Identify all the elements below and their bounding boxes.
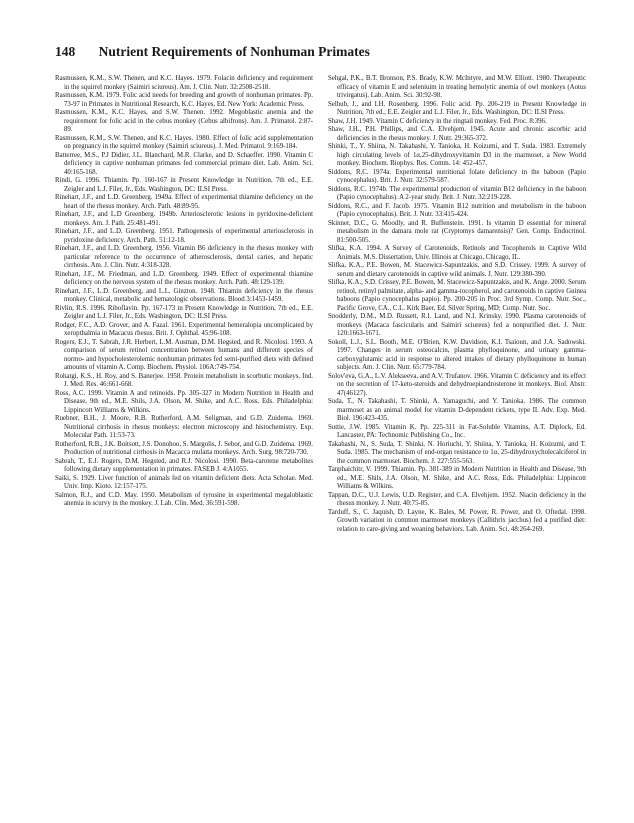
reference-entry: Rinehart, J.F., and L.D. Greenberg. 1956. Vitamin B6 deficiency in the rhesus monkey with particular reference to the occurrence of atherosclerosis, dental caries, and hepatic cirrhosis. Am. J. Clin. Nutr. 4:318-328. <box>55 245 313 269</box>
running-title: Nutrient Requirements of Nonhuman Primates <box>98 44 370 59</box>
reference-entry: Rinehart, J.F., and L.D. Greenberg. 1951. Pathogenesis of experimental arteriosclerosis in pyridoxine deficiency. Arch. Path. 51:12-18. <box>55 228 313 244</box>
reference-entry: Rinehart, J.F., L.D. Greenberg, and L.L. Ginzton. 1948. Thiamin deficiency in the rhesus monkey. Clinical, metabolic and hematologic observations. Blood 3:1453-1459. <box>55 287 313 303</box>
reference-entry: Tanphaichitr, V. 1999. Thiamin. Pp. 381-389 in Modern Nutrition in Health and Disease, 9th ed., M.E. Shils, J.A. Olson, M. Shike, and A.C. Ross, Eds. Philadelphia: Lippincott Williams & Wilkins. <box>328 466 586 490</box>
reference-entry: Rinehart, J.F., M. Friedman, and L.D. Greenberg. 1949. Effect of experimental thiamine deficiency on the nervous system of the rhesus monkey. Arch. Path. 48:129-139. <box>55 270 313 286</box>
reference-entry: Slifka, K.A., S.D. Crissey, P.E. Bowen, M. Stacewicz-Sapuntzakis, and K. Ange. 2000. Serum retinol, retinyl palmitate, alpha- and gamma-tocopherol, and carotenoids in captive Guinea baboons (Papio cynocephalus papio). Pp. 200-205 in Proc. 3rd Symp. Comp. Nutr. Soc., Pacific Grove, CA., C.L. Kirk Baer, Ed. Silver Spring, MD: Comp. Nutr. Soc. <box>328 279 586 312</box>
reference-entry: Sehgal, P.K., B.T. Bronson, P.S. Brady, K.W. McIntyre, and M.W. Elliott. 1980. Therapeutic efficacy of vitamin E and seleniuim in treating hemolytic anemia of owl monkeys (Aotus trivirgatus). Lab. Anim. Sci. 30:92-98. <box>328 75 586 99</box>
running-header <box>55 44 585 64</box>
reference-entry: Suda, T., N. Takahashi, T. Shinki, A. Yamaguchi, and Y. Tanioka. 1986. The common marmoset as an animal model for vitamin D-dependent rickets, type II. Adv. Exp. Med. Biol. 196:423-435. <box>328 398 586 422</box>
reference-entry: Batterree, M.S., P.J Didier, J.L. Blanchard, M.R. Clarke, and D. Schaeffer. 1990. Vitamin C deficiency in captive nonhuman primates fed commercial primate diet. Lab. Anim. Sci. 40:165-168. <box>55 151 313 176</box>
reference-entry: Skinner, D.C., G. Moodly, and R. Buffenstein. 1991. Is vitamin D essential for mineral metabolism in the damara mole rat (Cryptomys damarensis)? Gen. Comp. Endocrinol. 81:500-505. <box>328 219 586 244</box>
reference-entry: Ross, A.C. 1999. Vitamin A and retinoids. Pp. 305-327 in Modern Nutrition in Health and Disease, 9th ed., M.E. Shils, J.A. Olson, M. Shike, and A.C. Ross, Eds. Philadelphia: Lippincott Williams & Wilkins. <box>55 389 313 414</box>
reference-entry: Rindi, G. 1996. Thiamin. Pp. 160-167 in Present Knowledge in Nutrition, 7th ed., E.E. Zeigler and L.J. Filer, Jr., Eds. Washington, DC: ILSI Press. <box>55 177 313 193</box>
reference-entry: Slifka, K.A., P.E. Bowen, M. Stacewicz-Sapuntzakis, and S.D. Crissey. 1999. A survey of serum and dietary carotenoids in captive wild animals. J. Nutr. 129:380-390. <box>328 262 586 278</box>
reference-entry: Rivlin, R.S. 1996. Riboflavin. Pp. 167-173 in Present Knowledge in Nutrition, 7th ed., E.E. Zeigler and L.J. Filer, Jr., Eds. Washington, DC: ILSI Press. <box>55 304 313 320</box>
reference-entry: Rinehart, J.F., and L.D Greenberg. 1949b. Arteriosclerotic lesions in pyridoxine-deficient monkeys. Am. J. Path. 25:481-491. <box>55 211 313 227</box>
reference-entry: Rutherford, R.B., J.K. Boitsott, J.S. Donohoo, S. Margolis, J. Sebor, and G.D. Zuidema. 1969. Production of nutritional cirrhosis in Macacca mulatta monkeys. Arch. Surg. 98:720-730. <box>55 440 313 456</box>
reference-entry: Saiki, S. 1929. Liver function of animals fed on vitamin deficient diets. Acta Scholae. Med. Univ. Imp. Kioto. 12:157-175. <box>55 474 313 490</box>
reference-entry: Shaw, J.H., P.H. Phillips, and C.A. Elvehjem. 1945. Acute and chronic ascorbic acid deficiencies in the rhesus monkey. J. Nutr. 29:365-372. <box>328 126 586 142</box>
reference-entry: Rasmussen, K.M., S.W. Thenen, and K.C. Hayes. 1980. Effect of folic acid supplementation on pregnancy in the squirrel monkey (Saimiri sciureus). J. Med. Primatol. 9:169-184. <box>55 134 313 150</box>
reference-entry: Salmon, R.J., and C.D. May. 1950. Metabolism of tyrosine in experimental megaloblastic anemia in scurvy in the monkey. J. Lab. Clin. Med. 36:591-598. <box>55 491 313 507</box>
reference-entry: Snodderly, D.M., M.D. Russett, R.I. Land, and N.I. Krinsky. 1990. Plasma carotenoids of monkeys (Macaca fascicularis and Saimiri sciureus) fed a nonpurified diet. J. Nutr. 120:1663-1671. <box>328 313 586 337</box>
reference-entry: Rasmussen, K.M., K.C. Hayes, and S.W. Thenen. 1992. Megoblastic anemia and the requirement for folic acid in the cebus monkey (Cebus albifrons). Am. J. Primatol. 2:87-89. <box>55 109 313 133</box>
reference-entry: Siddons, R.C., and F. Jacob. 1975. Vitamin B12 nutrition and metabolism in the baboon (Papio cynocephalus). Brit. J. Nutr. 33:415-424. <box>328 202 586 218</box>
reference-entry: Selhub, J., and I.H. Rosenberg. 1996. Folic acid. Pp. 206-219 in Present Knowledge in Nutrition, 7th ed., E.E. Zeigler and L.J. Filer, Jr., Eds. Washington, DC: ILSI Press. <box>328 100 586 116</box>
reference-entry: Takahashi, N., S. Suda, T. Shinki, N. Horiuchi, Y. Shiina, Y. Tanioka, H. Koizumi, and T. Suda. 1985. The mechanism of end-organ resistance to 1α, 25-dihydroxycholecalciferol in the common marmoset. Biochem. J. 227:555-563. <box>328 440 586 465</box>
reference-entry: Shinki, T., Y. Shiina, N. Takahashi, Y. Tanioka, H. Koizumi, and T. Suda. 1983. Extremely high circulating levels of 1α,25-dihydroxyvitamin D3 in the marmoset, a New World monkey. Biochem. Biophys. Res. Comm. 14: 452-457. <box>328 143 586 167</box>
reference-entry: Slifka, K.A. 1994. A Survey of Carotenoids, Retinols and Tocopherols in Captive Wild Animals. M.S. Dissertation, Univ. Illinois at Chicago, Chicago, IL. <box>328 245 586 261</box>
reference-entry: Shaw, J.H. 1949. Vitamin C deficiency in the ringtail monkey. Fed. Proc. 8:396. <box>328 117 547 125</box>
reference-entry: Siddons, R.C. 1974b. The experimental production of vitamin B12 deficiency in the baboon (Papio cynocephalus). A 2-year study. Brit. J. Nutr. 32:219-228. <box>328 185 586 201</box>
reference-entry: Suttie, J.W. 1985. Vitamin K. Pp. 225-311 in Fat-Soluble Vitamins, A.T. Diplock, Ed. Lancaster, PA: Technomic Publishing Co., Inc. <box>328 423 586 439</box>
references-right-column <box>328 75 586 534</box>
reference-entry: Rogers, E.J., T. Sabrah, J.R. Herbert, L.M. Ausman, D.M. Hegsted, and R. Nicolosi. 1993. A comparison of serum retinol concentration between humans and different species of normo- and hypocholesterolemic nonhuman primates fed semi-purified diets with defined amounts of vitamin A. Comp. Biochem. Physiol. 106A:749-754. <box>55 338 313 371</box>
reference-entry: Rohatgi, K.S., H. Roy, and S. Banerjee. 1958. Protein metabolism in scorbutic monkeys. Ind. J. Med. Res. 46:661-668. <box>55 372 313 388</box>
reference-entry: Rasmussen, K.M. 1979. Folic acid needs for breeding and growth of nonhuman primates. Pp. 73-97 in Primates in Nutritional Research, K.C. Hayes, Ed. New York: Academic Press. <box>55 92 313 108</box>
reference-entry: Tarduff, S., C. Jaquish, D. Layne, K. Bales, M. Power, R. Power, and O. Oftedal. 1998. Growth variation in common marmoset monkeys (Callithrix jacchus) fed a purified diet: relation to care-giving and weaning behaviors. Lab. Anim. Sci. 48:264-269. <box>328 508 586 533</box>
reference-entry: Solov'eva, G.A., L.V. Alekseeva, and A.V. Trufanov. 1966. Vitamin C deficiency and its effect on the secretion of 17-keto-steroids and dehydroepiandrosterone in monkeys. Biol. Abstr. 47(46127). <box>328 372 586 397</box>
reference-entry: Ruebner, B.H., J. Moore, R.B. Rutherford, A.M. Seligman, and G.D. Zuidema. 1969. Nutritional cirrhosis in rhesus monkeys: electron microscopy and histochemistry. Exp. Molecular Path. 11:53-73. <box>55 415 313 439</box>
reference-entry: Siddons, R.C. 1974a. Experimental nutritional folate deficiency in the baboon (Papio cynocephalus). Brit. J. Nutr. 32:579-587. <box>328 168 586 184</box>
page-number: 148 <box>55 44 76 59</box>
references-left-column <box>55 75 313 509</box>
reference-entry: Rodger, F.C., A.D. Grover, and A. Fazal. 1961. Experimental hemeralopia uncomplicated by xeropthalmia in Macacus rhesus. Brit. J. Ophthal. 45:96-108. <box>55 321 313 337</box>
reference-entry: Rinehart, J.F., and L.D. Greenberg. 1949a. Effect of experimental thiamine deficiency on the heart of the rhesus monkey. Arch. Path. 48:89-95. <box>55 194 313 210</box>
reference-entry: Sokoll, L.J., S.L. Booth, M.E. O'Brien, K.W. Davidson, K.I. Tsaioun, and J.A. Sadowski. 1997. Changes in serum osteocalcin, plasma phylloquinone, and urinary gamma-carboxyglutamic acid in response to altered intakes of dietary phylloquinone in human subjects. Am. J. Clin. Nutr. 65:779-784. <box>328 338 586 371</box>
reference-entry: Rasmussen, K.M., S.W. Thenen, and K.C. Hayes. 1979. Folacin deficiency and requirement in the squirrel monkey (Saimiri sciureus). Am. J. Clin. Nutr. 32:2508-2518. <box>55 75 313 91</box>
reference-entry: Tappan, D.C., U.J. Lewis, U.D. Register, and C.A. Elvehjem. 1952. Niacin deficiency in the rhesus monkey. J. Nutr. 40:75-85. <box>328 491 586 507</box>
reference-entry: Sabrah, T., E.J. Rogers, D.M. Hegsted, and R.J. Nicolosi. 1990. Beta-carotene metabolites following dietary supplementation in primates. FASEB J. 4:A1055. <box>55 457 313 473</box>
